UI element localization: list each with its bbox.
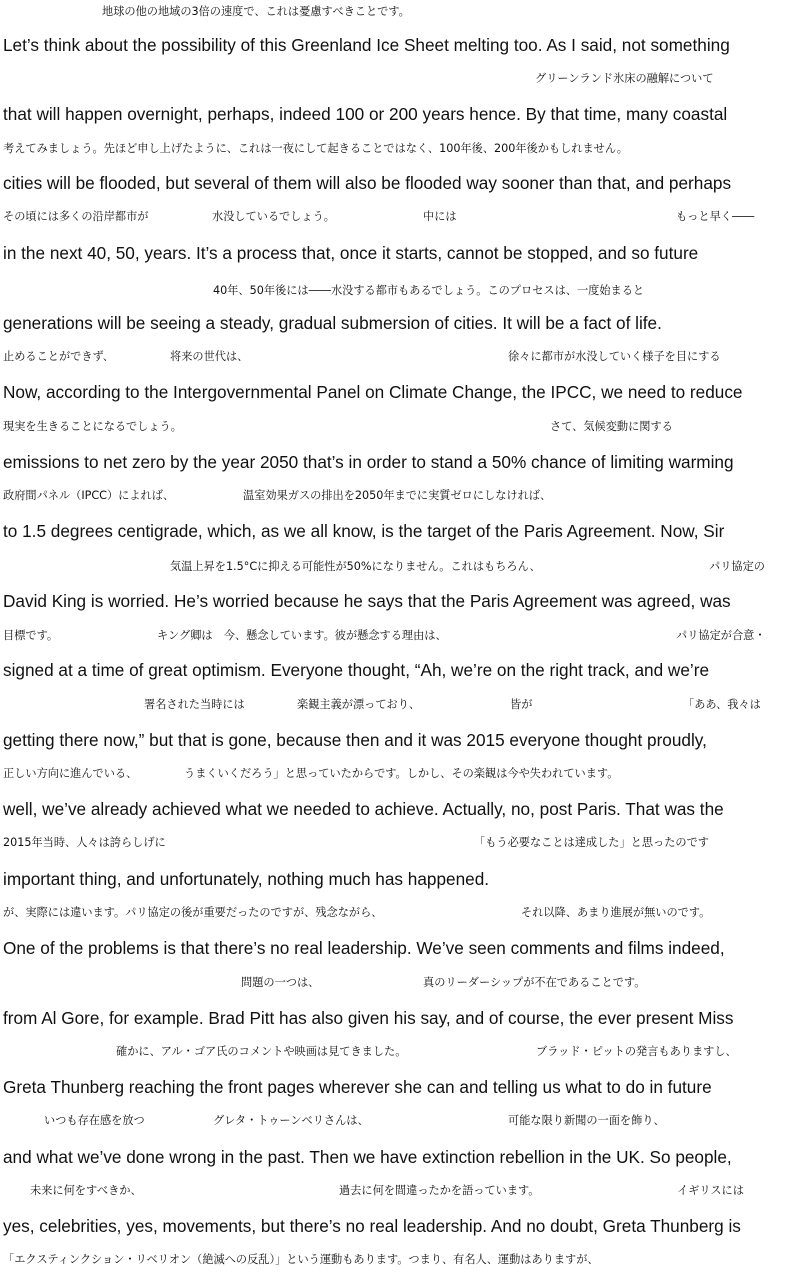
jp-segment: が、実際には違います。パリ協定の後が重要だったのですが、残念ながら、: [3, 906, 383, 919]
jp-segment: いつも存在感を放つ: [44, 1114, 145, 1127]
jp-line: [0, 283, 800, 301]
jp-segment: グリーンランド氷床の融解について: [535, 72, 714, 85]
jp-segment: 皆が: [510, 698, 533, 711]
en-line: One of the problems is that there’s no real leadership. We’ve seen comments and films indeed,: [3, 938, 725, 958]
jp-segment: 「エクスティンクション・リベリオン（絶滅への反乱）」という運動もあります。つまり、有名人、運動はありますが、: [3, 1253, 599, 1266]
jp-segment: 温室効果ガスの排出を2050年までに実質ゼロにしなければ、: [243, 489, 552, 502]
jp-segment: その頃には多くの沿岸都市が: [3, 210, 149, 223]
jp-segment: さて、気候変動に関する: [550, 420, 673, 433]
jp-line: [0, 835, 800, 853]
en-line: that will happen overnight, perhaps, indeed 100 or 200 years hence. By that time, many coastal: [3, 104, 728, 124]
en-line: David King is worried. He’s worried because he says that the Paris Agreement was agreed, was: [3, 591, 731, 611]
en-line: Now, according to the Intergovernmental Panel on Climate Change, the IPCC, we need to reduce: [3, 382, 743, 402]
jp-segment: 現実を生きることになるでしょう。: [3, 420, 182, 433]
jp-segment: うまくいくだろう」と思っていたからです。しかし、その楽観は今や失われています。: [184, 767, 619, 780]
jp-segment: 楽観主義が漂っており、: [297, 698, 421, 711]
jp-segment: 真のリーダーシップが不在であることです。: [423, 976, 646, 989]
jp-segment: グレタ・トゥーンベリさんは、: [213, 1114, 369, 1127]
jp-line: [0, 488, 800, 506]
jp-line: [0, 628, 800, 646]
jp-segment: パリ協定が合意・: [676, 629, 766, 642]
en-line: emissions to net zero by the year 2050 that’s in order to stand a 50% chance of limiting warming: [3, 452, 734, 472]
jp-line: [0, 71, 800, 89]
jp-segment: 過去に何を間違ったかを語っています。: [339, 1184, 540, 1197]
jp-segment: ブラッド・ピットの発言もありますし、: [536, 1045, 737, 1058]
jp-segment: パリ協定の: [709, 560, 765, 573]
jp-segment: 2015年当時、人々は誇らしげに: [3, 836, 166, 849]
en-line: signed at a time of great optimism. Everyone thought, “Ah, we’re on the right track, and we’re: [3, 660, 709, 680]
jp-segment: 「もう必要なことは達成した」と思ったのです: [474, 836, 709, 849]
jp-segment: 目標です。: [3, 629, 59, 642]
jp-segment: 40年、50年後には――水没する都市もあるでしょう。このプロセスは、一度始まると: [213, 284, 645, 297]
jp-segment: 徐々に都市が水没していく様子を目にする: [508, 350, 721, 363]
jp-segment: 将来の世代は、: [170, 350, 249, 363]
jp-segment: 地球の他の地域の3倍の速度で、これは憂慮すべきことです。: [102, 5, 410, 18]
jp-segment: イギリスには: [677, 1184, 744, 1197]
jp-line: [0, 1113, 800, 1131]
jp-line: [0, 559, 800, 577]
jp-segment: 水没しているでしょう。: [212, 210, 335, 223]
en-line: and what we’ve done wrong in the past. Then we have extinction rebellion in the UK. So people,: [3, 1147, 732, 1167]
en-line: to 1.5 degrees centigrade, which, as we all know, is the target of the Paris Agreement. Now, Sir: [3, 521, 725, 541]
jp-segment: 気温上昇を1.5°Cに抑える可能性が50%になりません。これはもちろん、: [170, 560, 541, 573]
jp-segment: 可能な限り新聞の一面を飾り、: [508, 1114, 665, 1127]
en-line: from Al Gore, for example. Brad Pitt has also given his say, and of course, the ever present Miss: [3, 1008, 734, 1028]
jp-segment: 確かに、アル・ゴア氏のコメントや映画は見てきました。: [116, 1045, 407, 1058]
en-line: well, we’ve already achieved what we needed to achieve. Actually, no, post Paris. That was the: [3, 799, 724, 819]
en-line: generations will be seeing a steady, gradual submersion of cities. It will be a fact of life.: [3, 313, 662, 333]
en-line: important thing, and unfortunately, nothing much has happened.: [3, 869, 490, 889]
jp-line: [0, 209, 800, 227]
jp-segment: キング卿は 今、懸念しています。彼が懸念する理由は、: [157, 629, 447, 642]
jp-line: [0, 975, 800, 993]
jp-line: [0, 1252, 800, 1270]
jp-line: [0, 419, 800, 437]
en-line: getting there now,” but that is gone, because then and it was 2015 everyone thought proudly,: [3, 730, 707, 750]
en-line: Let’s think about the possibility of this Greenland Ice Sheet melting too. As I said, not something: [3, 35, 730, 55]
jp-segment: 問題の一つは、: [241, 976, 320, 989]
jp-segment: 止めることができず、: [3, 350, 114, 363]
jp-segment: 正しい方向に進んでいる、: [3, 767, 138, 780]
jp-segment: もっと早く――: [676, 210, 755, 223]
en-line: Greta Thunberg reaching the front pages wherever she can and telling us what to do in future: [3, 1077, 712, 1097]
jp-line: [0, 141, 800, 159]
jp-line: [0, 1183, 800, 1201]
jp-segment: 署名された当時には: [144, 698, 245, 711]
jp-line: [0, 905, 800, 923]
jp-line: [0, 697, 800, 715]
jp-segment: 政府間パネル（IPCC）によれば、: [3, 489, 175, 502]
jp-line: [0, 4, 800, 22]
jp-line: [0, 766, 800, 784]
jp-segment: 未来に何をすべきか、: [30, 1184, 142, 1197]
jp-segment: 「ああ、我々は: [683, 698, 761, 711]
jp-segment: 中には: [423, 210, 457, 223]
en-line: in the next 40, 50, years. It’s a process that, once it starts, cannot be stopped, and so future: [3, 243, 699, 263]
en-line: yes, celebrities, yes, movements, but there’s no real leadership. And no doubt, Greta Thunberg is: [3, 1216, 741, 1236]
en-line: cities will be flooded, but several of them will also be flooded way sooner than that, and perhaps: [3, 173, 732, 193]
jp-line: [0, 349, 800, 367]
jp-line: [0, 1044, 800, 1062]
jp-segment: 考えてみましょう。先ほど申し上げたように、これは一夜にして起きることではなく、100年後、200年後かもしれません。: [3, 142, 628, 155]
jp-segment: それ以降、あまり進展が無いのです。: [521, 906, 711, 919]
